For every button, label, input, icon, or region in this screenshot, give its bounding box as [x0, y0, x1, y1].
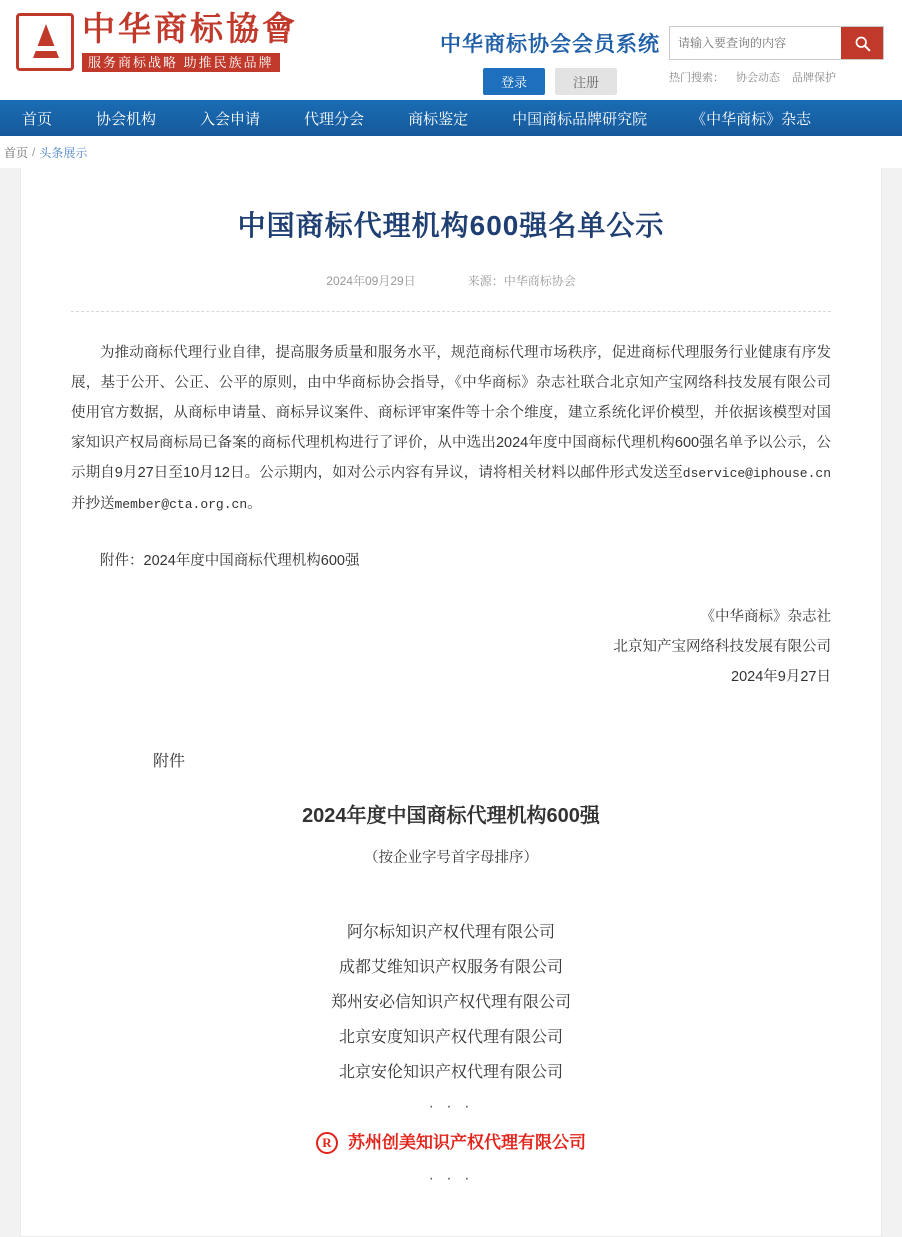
breadcrumb-home[interactable]: 首页 [4, 145, 29, 160]
site-logo[interactable] [0, 0, 298, 72]
association-logo-icon [16, 13, 74, 71]
article-container [20, 168, 882, 1237]
member-system-block [430, 28, 670, 95]
breadcrumb [0, 136, 902, 168]
nav-item-agency-branch[interactable]: 代理分会 [304, 110, 365, 128]
registered-trademark-icon: R [316, 1132, 338, 1154]
search-area [669, 26, 884, 85]
list-item: 阿尔标知识产权代理有限公司 [346, 924, 555, 941]
article-paragraph-1-part-a: 为推动商标代理行业自律，提高服务质量和服务水平，规范商标代理市场秩序，促进商标代理服务行业健康有序发展，基于公开、公正、公平的原则，由中华商标协会指导，《中华商标》杂志社联合北京知产宝网络科技发展有限公司使用官方数据，从商标申请量、商标异议案件、商标评审案件等十余个维度，建立系统化评价模型，并依据该模型对国家知识产权局商标局已备案的商标代理机构进行了评价，从中选出2024年度中国商标代理机构600强名单予以公示，公示期自9月27日至10月12日。公示期内，如对公示内容有异议，请将相关材料以邮件形式发送至 [71, 345, 831, 481]
nav-item-organization[interactable]: 协会机构 [96, 110, 157, 128]
article-signature [71, 602, 831, 692]
list-item: 成都艾维知识产权服务有限公司 [338, 959, 563, 976]
register-button[interactable]: 注册 [555, 68, 617, 95]
highlighted-list-item [71, 1124, 831, 1162]
article-date: 2024年09月29日 [326, 274, 416, 288]
search-button[interactable] [841, 27, 883, 59]
login-button[interactable]: 登录 [483, 68, 545, 95]
hot-search-item-0[interactable]: 协会动态 [736, 72, 780, 84]
list-ellipsis-top: · · · [428, 1098, 474, 1115]
article-paragraph-1 [71, 338, 831, 520]
article-meta [71, 272, 831, 312]
firm-list [71, 915, 831, 1196]
page-title: 中国商标代理机构600强名单公示 [237, 210, 665, 241]
nav-item-magazine[interactable]: 《中华商标》杂志 [691, 110, 812, 128]
signature-line-1: 北京知产宝网络科技发展有限公司 [613, 639, 831, 655]
list-item: 北京安度知识产权代理有限公司 [338, 1029, 563, 1046]
article-source-label: 来源： [467, 274, 504, 288]
hot-search-item-1[interactable]: 品牌保护 [792, 72, 836, 84]
article-email-2: member@cta.org.cn [114, 497, 248, 512]
nav-item-brand-research-institute[interactable]: 中国商标品牌研究院 [512, 110, 648, 128]
auth-buttons [430, 68, 670, 95]
search-box[interactable] [669, 26, 884, 60]
search-icon [854, 35, 871, 52]
list-ellipsis-bottom: · · · [428, 1170, 474, 1187]
article-attachment-line: 附件：2024年度中国商标代理机构600强 [100, 553, 360, 569]
logo-title: 中华商标協會 [82, 9, 298, 48]
logo-slogan: 服务商标战略 助推民族品牌 [82, 53, 280, 72]
list-item: 郑州安必信知识产权代理有限公司 [330, 994, 571, 1011]
nav-item-membership-application[interactable]: 入会申请 [200, 110, 261, 128]
breadcrumb-current: 头条展示 [39, 145, 88, 160]
attachment-title: 2024年度中国商标代理机构600强 [302, 805, 600, 827]
attachment-label: 附件 [153, 753, 186, 770]
signature-line-0: 《中华商标》杂志社 [700, 609, 831, 625]
hot-search-label: 热门搜索： [669, 72, 724, 84]
article-paragraph-1-part-c: 。 [247, 496, 262, 512]
article-source-value: 中华商标协会 [503, 274, 576, 288]
signature-line-2: 2024年9月27日 [731, 669, 831, 685]
logo-text-block [82, 9, 298, 72]
article-email-1: dservice@iphouse.cn [682, 466, 831, 481]
list-item: 北京安伦知识产权代理有限公司 [338, 1064, 563, 1081]
attachment-subtitle: （按企业字号首字母排序） [364, 850, 538, 866]
hot-search [669, 69, 884, 85]
highlighted-firm-name: 苏州创美知识产权代理有限公司 [348, 1133, 586, 1152]
article-body [71, 338, 831, 576]
article-source [468, 272, 576, 289]
nav-item-home[interactable]: 首页 [22, 110, 53, 128]
site-header [0, 0, 902, 100]
page-background [0, 168, 902, 1237]
system-title: 中华商标协会会员系统 [440, 33, 660, 56]
main-navigation [0, 100, 902, 136]
search-input[interactable] [670, 27, 841, 59]
breadcrumb-separator: / [32, 145, 36, 159]
article-paragraph-1-part-b: 并抄送 [71, 496, 115, 512]
nav-item-trademark-appraisal[interactable]: 商标鉴定 [408, 110, 469, 128]
